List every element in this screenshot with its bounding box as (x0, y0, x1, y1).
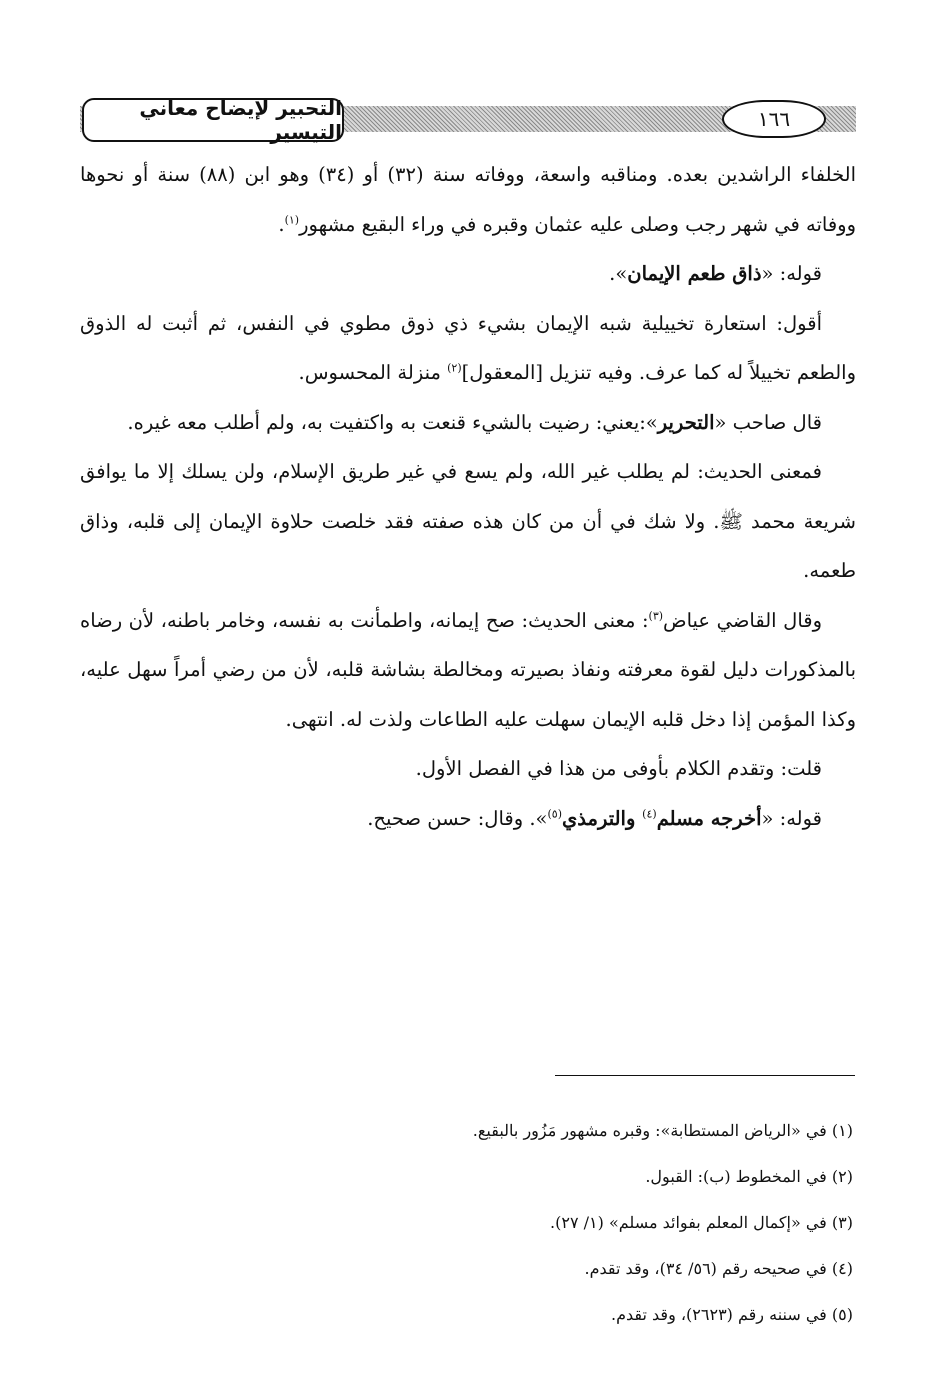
paragraph-5: فمعنى الحديث: لم يطلب غير الله، ولم يسع في غير طريق الإسلام، ولن يسلك إلا ما يوافق شريعة محمد ﷺ. ولا شك في أن من كان هذه صفته فقد خلصت حلاوة الإيمان إلى قلبه، وذاق طعمه. (80, 460, 856, 582)
page-header (80, 98, 856, 144)
footnote-4: (٤) في صحيحه رقم (٥٦/ ٣٤)، وقد تقدم. (584, 1259, 853, 1278)
paragraph-3: أقول: استعارة تخييلية شبه الإيمان بشيء ذي ذوق مطوي في النفس، ثم أثبت له الذوق والطعم تخييلاً له كما عرف. وفيه تنزيل [المعقول]$^{(٢)}$ منزلة المحسوس. (80, 311, 856, 384)
footnote-ref-5: (٥) (547, 807, 563, 820)
paragraph-4: قال صاحب «التحرير»:يعني: رضيت بالشيء قنعت به واكتفيت به، ولم أطلب معه غيره. (127, 410, 822, 434)
main-text (80, 150, 856, 843)
footnote-3: (٣) في «إكمال المعلم بفوائد مسلم» (١/ ٢٧). (550, 1213, 853, 1232)
footnote-5: (٥) في سننه رقم (٢٦٢٣)، وقد تقدم. (611, 1305, 853, 1324)
book-title: التحبير لإيضاح معاني التيسير (82, 98, 344, 142)
footnote-ref-3: (٣) (648, 609, 664, 622)
paragraph-6: وقال القاضي عياض$^{(٣)}$: معنى الحديث: صح إيمانه، واطمأنت به نفسه، وخامر باطنه، لأن رضاه بالمذكورات دليل لقوة معرفته ونفاذ بصيرته ومخالطة بشاشة قلبه، لأن من رضي أمراً سهل عليه، وكذا المؤمن إذا دخل قلبه الإيمان سهلت عليه الطاعات ولذت له. انتهى. (80, 608, 856, 731)
footnote-ref-1: (١) (284, 213, 300, 226)
footnote-separator (555, 1075, 855, 1076)
paragraph-8: قوله: «أخرجه مسلم$^{(٤)}$ والترمذي$^{(٥)}$». وقال: حسن صحيح. (367, 806, 822, 830)
paragraph-1: الخلفاء الراشدين بعده. ومناقبه واسعة، ووفاته سنة (٣٢) أو (٣٤) وهو ابن (٨٨) سنة أو نحوها ووفاته في شهر رجب وصلى عليه عثمان وقبره في وراء البقيع مشهور$^{(١)}$. (80, 163, 857, 236)
footnote-ref-4: (٤) (642, 807, 657, 820)
footnotes (80, 1108, 856, 1338)
paragraph-7: قلت: وتقدم الكلام بأوفى من هذا في الفصل الأول. (415, 757, 822, 780)
footnote-1: (١) في «الرياض المستطابة»: وقبره مشهور مَزُور بالبقيع. (472, 1121, 853, 1140)
footnote-ref-2: (٢) (447, 361, 462, 375)
page-number: ١٦٦ (722, 100, 826, 138)
footnote-2: (٢) في المخطوط (ب): القبول. (645, 1167, 853, 1186)
paragraph-2: قوله: «ذاق طعم الإيمان». (609, 262, 822, 285)
